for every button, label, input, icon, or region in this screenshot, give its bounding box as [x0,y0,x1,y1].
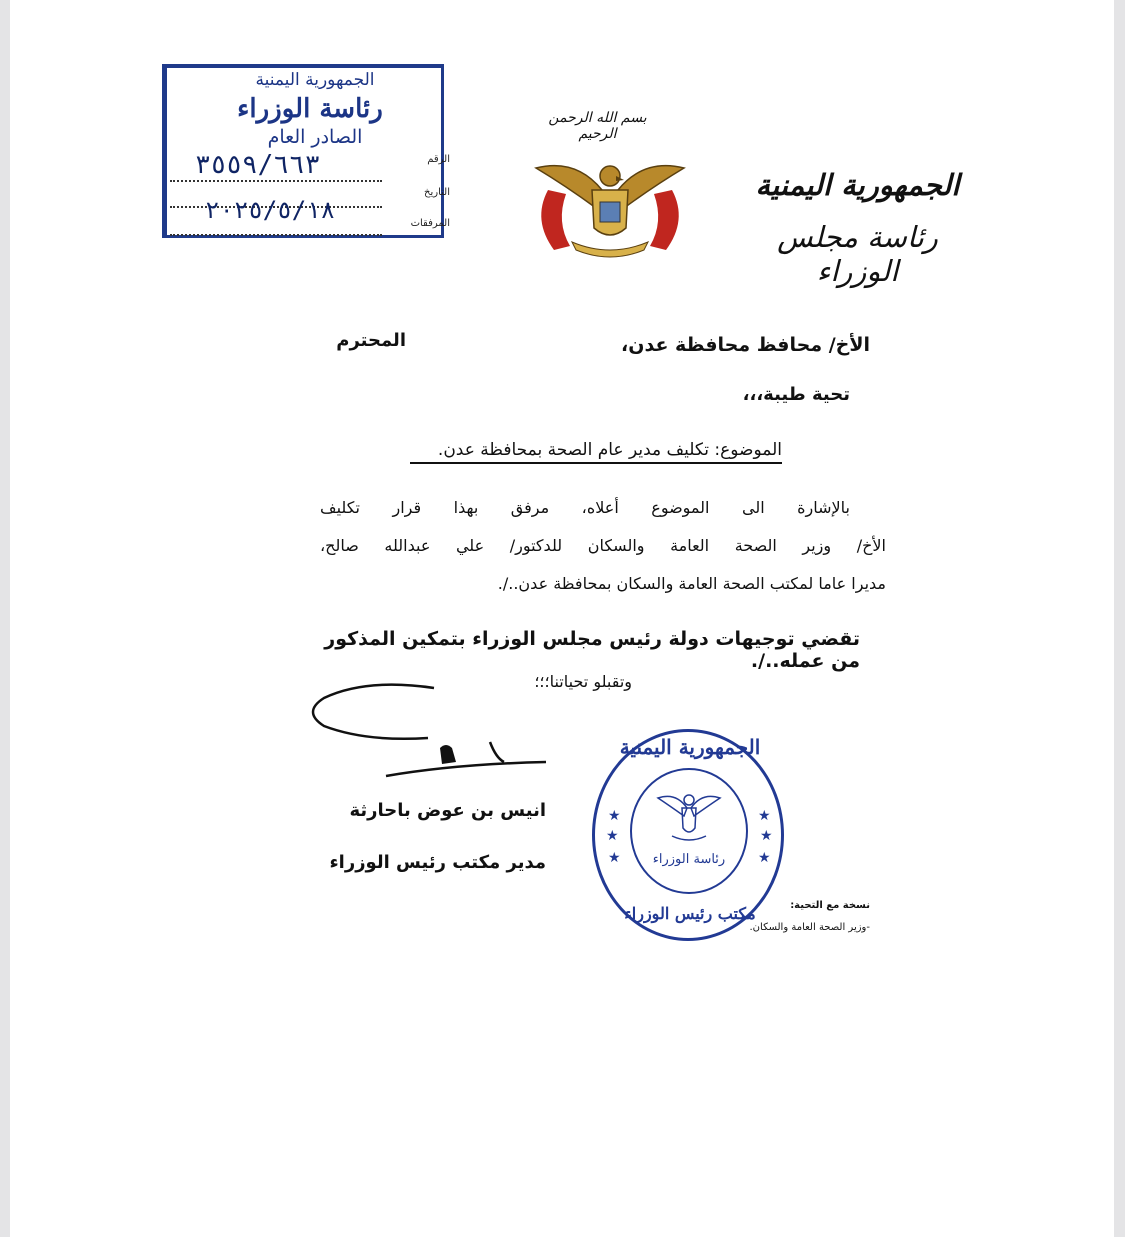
round-stamp-inner-text: رئاسة الوزراء [652,852,726,867]
stamp-star-icon: ★ [758,808,771,824]
ref-attachments-label: المرفقات [410,218,450,229]
ref-number-value: ٣٥٥٩/٦٦٣ [195,150,321,180]
header-office-name: رئاسة مجلس الوزراء [777,220,938,288]
greeting: تحية طيبة،،، [742,384,850,405]
recipient-line: الأخ/ محافظ محافظة عدن، [621,334,870,356]
signatory-title: مدير مكتب رئيس الوزراء [329,852,546,873]
stamp-star-icon: ★ [760,828,773,844]
ref-attachments-line [170,234,382,236]
ref-number-label: الرقم [427,154,450,165]
ref-stamp-country: الجمهورية اليمنية [255,70,375,90]
stamp-star-icon: ★ [606,828,619,844]
ref-stamp-register: الصادر العام [267,126,363,148]
copy-note-heading: نسخة مع التحية: [790,900,870,911]
document-page [10,0,1114,1237]
paragraph-line-2: الأخ/ وزير الصحة العامة والسكان للدكتور/ علي عبدالله صالح، [320,536,886,555]
ref-stamp-office: رئاسة الوزراء [237,94,383,124]
signatory-name: انيس بن عوض باحارثة [349,800,546,821]
paragraph-line-1: بالإشارة الى الموضوع أعلاه، مرفق بهذا قرار تكليف [320,498,850,517]
yemen-eagle-emblem-icon [526,150,694,262]
stamp-star-icon: ★ [758,850,771,866]
directive-line: تقضي توجيهات دولة رئيس مجلس الوزراء بتمكين المذكور من عمله../. [324,628,860,672]
basmala: بسم الله الرحمن الرحيم [548,110,647,142]
copy-note-line: -وزير الصحة العامة والسكان. [749,922,870,933]
stamp-eagle-icon [654,788,724,844]
round-stamp-bottom-text: مكتب رئيس الوزراء [624,904,756,923]
round-stamp-outer-text: الجمهورية اليمنية [619,735,761,759]
ref-date-label: التاريخ [424,187,450,198]
paragraph-line-3: مديرا عاما لمكتب الصحة العامة والسكان بمحافظة عدن../. [497,574,886,593]
ref-date-value: ٢٠٢٥/٥/١٨ [205,196,336,224]
header-country-name: الجمهورية اليمنية [755,168,960,202]
handwritten-signature [306,682,556,782]
subject-line: الموضوع: تكليف مدير عام الصحة بمحافظة عدن. [410,440,782,464]
ref-number-line [170,180,382,182]
stamp-star-icon: ★ [608,850,621,866]
honorific: المحترم [336,330,406,351]
closing-line: وتقبلو تحياتنا؛؛؛ [534,672,632,691]
stamp-star-icon: ★ [608,808,621,824]
